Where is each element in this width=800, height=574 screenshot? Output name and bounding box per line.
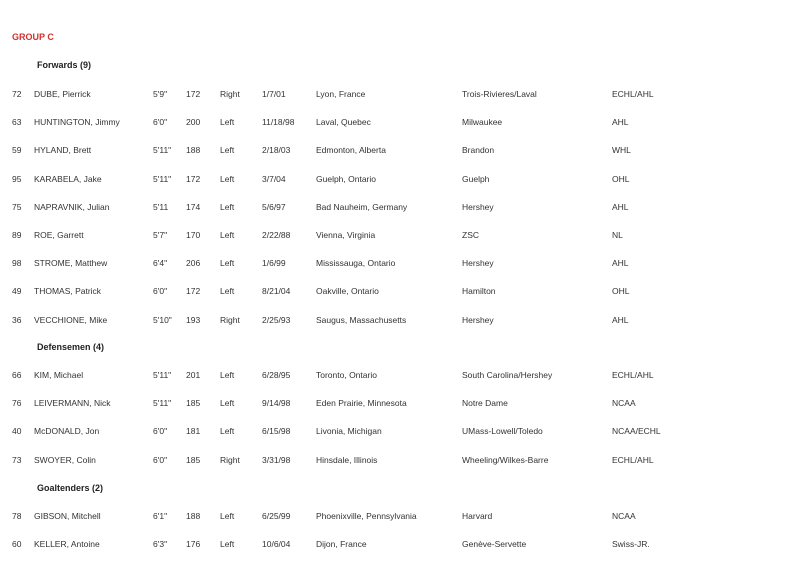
player-dob: 2/25/93 <box>262 314 291 325</box>
table-row <box>0 286 800 298</box>
table-row <box>0 117 800 129</box>
player-league: ECHL/AHL <box>612 454 654 465</box>
player-height: 5'9" <box>153 89 168 99</box>
player-dob: 11/18/98 <box>262 117 295 128</box>
player-weight: 181 <box>186 426 201 437</box>
player-team: Guelph <box>462 173 490 184</box>
player-name: HUNTINGTON, Jimmy <box>34 117 120 128</box>
player-name: GIBSON, Mitchell <box>34 511 101 521</box>
player-league: Swiss-JR. <box>612 539 650 550</box>
section-title: Goaltenders (2) <box>37 483 104 493</box>
player-name: SWOYER, Colin <box>34 454 96 465</box>
player-team: Harvard <box>462 511 493 521</box>
player-team: Wheeling/Wilkes-Barre <box>462 454 549 465</box>
player-height: 6'0" <box>153 286 168 297</box>
player-height: 5'11" <box>153 398 172 409</box>
jersey-number: 60 <box>12 539 22 550</box>
jersey-number: 73 <box>12 454 22 465</box>
player-name: STROME, Matthew <box>34 258 108 269</box>
player-league: AHL <box>612 314 629 325</box>
player-league: NL <box>612 230 623 240</box>
player-weight: 206 <box>186 258 201 269</box>
player-birthplace: Guelph, Ontario <box>316 173 377 184</box>
player-team: Hamilton <box>462 286 496 297</box>
player-birthplace: Oakville, Ontario <box>316 286 379 297</box>
player-team: Hershey <box>462 258 494 269</box>
player-name: VECCHIONE, Mike <box>34 314 108 325</box>
player-birthplace: Livonia, Michigan <box>316 426 382 437</box>
player-name: LEIVERMANN, Nick <box>34 398 111 409</box>
player-weight: 172 <box>186 286 201 297</box>
table-row <box>0 174 800 186</box>
player-shoots: Left <box>220 201 235 212</box>
table-row <box>0 398 800 410</box>
player-shoots: Left <box>220 286 235 297</box>
player-shoots: Left <box>220 173 235 184</box>
player-team: Hershey <box>462 314 494 325</box>
player-weight: 185 <box>186 398 201 409</box>
player-league: AHL <box>612 201 629 212</box>
player-weight: 201 <box>186 370 201 380</box>
player-shoots: Right <box>220 314 240 325</box>
player-birthplace: Phoenixville, Pennsylvania <box>316 511 417 521</box>
player-height: 5'10" <box>153 314 172 325</box>
player-dob: 9/14/98 <box>262 398 291 409</box>
player-shoots: Left <box>220 426 235 437</box>
player-shoots: Left <box>220 117 235 128</box>
player-shoots: Left <box>220 370 235 380</box>
player-team: Genève-Servette <box>462 539 527 550</box>
player-dob: 2/22/88 <box>262 230 291 240</box>
player-league: ECHL/AHL <box>612 89 654 99</box>
group-title: GROUP C <box>12 32 54 42</box>
player-shoots: Right <box>220 89 240 99</box>
player-weight: 170 <box>186 230 201 240</box>
player-league: NCAA <box>612 511 636 521</box>
player-birthplace: Eden Prairie, Minnesota <box>316 398 407 409</box>
player-name: DUBE, Pierrick <box>34 89 91 99</box>
jersey-number: 89 <box>12 230 22 240</box>
player-league: ECHL/AHL <box>612 370 654 380</box>
player-weight: 200 <box>186 117 201 128</box>
player-name: McDONALD, Jon <box>34 426 100 437</box>
player-dob: 6/28/95 <box>262 370 291 380</box>
player-shoots: Left <box>220 145 235 156</box>
jersey-number: 66 <box>12 370 22 380</box>
table-row <box>0 89 800 101</box>
player-dob: 2/18/03 <box>262 145 291 156</box>
player-name: ROE, Garrett <box>34 230 84 240</box>
player-name: HYLAND, Brett <box>34 145 92 156</box>
player-shoots: Left <box>220 511 235 521</box>
player-height: 6'4" <box>153 258 168 269</box>
player-weight: 176 <box>186 539 201 550</box>
table-row <box>0 258 800 270</box>
jersey-number: 49 <box>12 286 22 297</box>
player-birthplace: Vienna, Virginia <box>316 230 376 240</box>
player-shoots: Left <box>220 258 235 269</box>
player-weight: 172 <box>186 173 201 184</box>
player-birthplace: Saugus, Massachusetts <box>316 314 407 325</box>
player-shoots: Right <box>220 454 240 465</box>
player-height: 6'1" <box>153 511 168 521</box>
section-title: Forwards (9) <box>37 60 92 70</box>
table-row <box>0 370 800 382</box>
player-team: Hershey <box>462 201 494 212</box>
player-dob: 1/7/01 <box>262 89 286 99</box>
player-weight: 174 <box>186 201 201 212</box>
jersey-number: 78 <box>12 511 22 521</box>
section-title: Defensemen (4) <box>37 342 105 352</box>
player-league: NCAA <box>612 398 636 409</box>
player-team: ZSC <box>462 230 479 240</box>
player-height: 5'11" <box>153 173 172 184</box>
player-birthplace: Dijon, France <box>316 539 367 550</box>
player-height: 6'3" <box>153 539 168 550</box>
player-dob: 6/25/99 <box>262 511 291 521</box>
player-team: Brandon <box>462 145 495 156</box>
player-dob: 1/6/99 <box>262 258 286 269</box>
player-league: NCAA/ECHL <box>612 426 661 437</box>
player-shoots: Left <box>220 539 235 550</box>
jersey-number: 72 <box>12 89 22 99</box>
player-dob: 8/21/04 <box>262 286 291 297</box>
player-dob: 5/6/97 <box>262 201 286 212</box>
player-name: KARABELA, Jake <box>34 173 102 184</box>
player-height: 5'11" <box>153 370 172 380</box>
table-row <box>0 202 800 214</box>
player-birthplace: Laval, Quebec <box>316 117 371 128</box>
jersey-number: 40 <box>12 426 22 437</box>
player-dob: 10/6/04 <box>262 539 291 550</box>
jersey-number: 98 <box>12 258 22 269</box>
player-team: Notre Dame <box>462 398 508 409</box>
jersey-number: 59 <box>12 145 22 156</box>
player-weight: 172 <box>186 89 201 99</box>
player-shoots: Left <box>220 398 235 409</box>
jersey-number: 75 <box>12 201 22 212</box>
player-height: 6'0" <box>153 117 168 128</box>
player-birthplace: Mississauga, Ontario <box>316 258 396 269</box>
player-name: KELLER, Antoine <box>34 539 100 550</box>
player-weight: 193 <box>186 314 201 325</box>
player-team: Trois-Rivieres/Laval <box>462 89 537 99</box>
player-league: WHL <box>612 145 631 156</box>
player-weight: 188 <box>186 145 201 156</box>
player-dob: 6/15/98 <box>262 426 291 437</box>
player-team: UMass-Lowell/Toledo <box>462 426 543 437</box>
table-row <box>0 230 800 242</box>
jersey-number: 95 <box>12 173 22 184</box>
player-dob: 3/7/04 <box>262 173 286 184</box>
table-row <box>0 315 800 327</box>
player-name: NAPRAVNIK, Julian <box>34 201 110 212</box>
jersey-number: 76 <box>12 398 22 409</box>
player-league: OHL <box>612 173 630 184</box>
player-team: Milwaukee <box>462 117 503 128</box>
player-height: 6'0" <box>153 426 168 437</box>
player-height: 5'11" <box>153 145 172 156</box>
player-height: 6'0" <box>153 454 168 465</box>
player-birthplace: Edmonton, Alberta <box>316 145 386 156</box>
player-league: AHL <box>612 258 629 269</box>
player-birthplace: Bad Nauheim, Germany <box>316 201 408 212</box>
player-shoots: Left <box>220 230 235 240</box>
table-row <box>0 145 800 157</box>
table-row <box>0 426 800 438</box>
player-weight: 185 <box>186 454 201 465</box>
player-weight: 188 <box>186 511 201 521</box>
table-row <box>0 455 800 467</box>
player-name: THOMAS, Patrick <box>34 286 102 297</box>
player-dob: 3/31/98 <box>262 454 291 465</box>
player-birthplace: Toronto, Ontario <box>316 370 377 380</box>
player-height: 5'11 <box>153 201 169 212</box>
table-row <box>0 511 800 523</box>
player-team: South Carolina/Hershey <box>462 370 553 380</box>
player-birthplace: Hinsdale, Illinois <box>316 454 378 465</box>
player-name: KIM, Michael <box>34 370 84 380</box>
jersey-number: 63 <box>12 117 22 128</box>
player-height: 5'7" <box>153 230 168 240</box>
jersey-number: 36 <box>12 314 22 325</box>
table-row <box>0 539 800 551</box>
player-birthplace: Lyon, France <box>316 89 366 99</box>
player-league: OHL <box>612 286 630 297</box>
player-league: AHL <box>612 117 629 128</box>
